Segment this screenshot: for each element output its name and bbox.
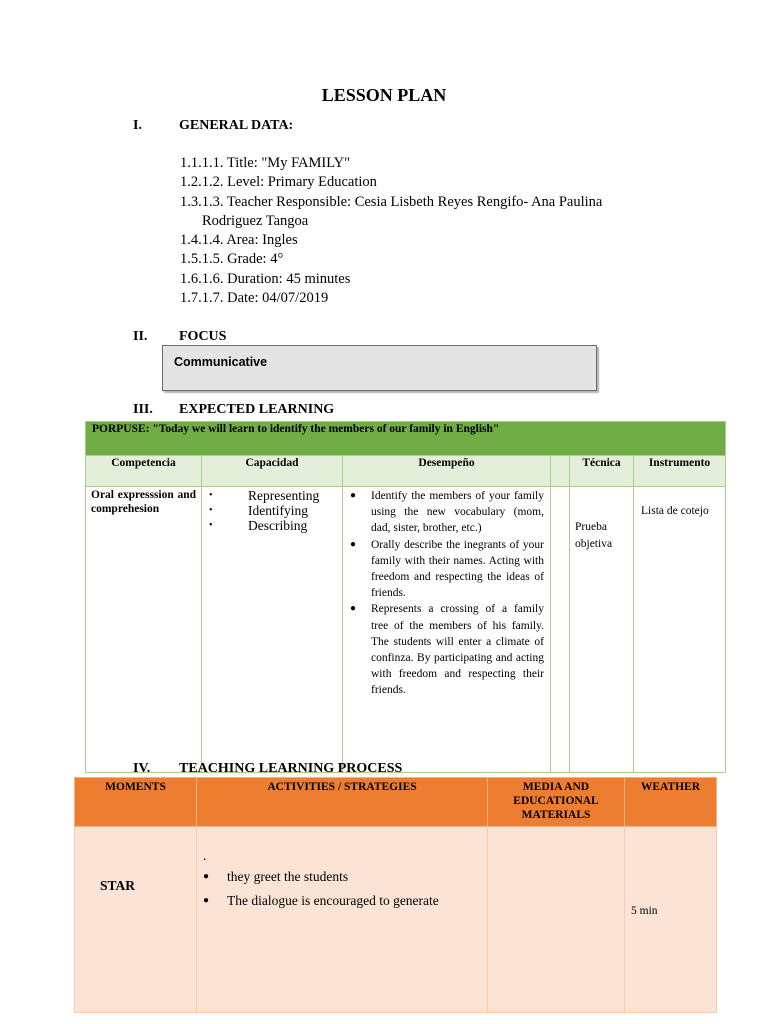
general-data-duration: 1.6.1.6. Duration: 45 minutes: [180, 270, 351, 287]
moment-cell: STAR: [75, 827, 197, 1013]
table-row: [75, 827, 717, 1013]
capacidad-item: Identifying: [248, 503, 308, 518]
activities-lead: .: [203, 848, 207, 863]
desempeno-item: Represents a crossing of a family tree of the members of his family. The students will enter a climate of confinza. By participating and acting with freedom and respecting their friends.: [371, 603, 544, 697]
section-title-general-data: GENERAL DATA:: [179, 118, 294, 133]
competencia-cell: Oral expresssion and comprehesion: [86, 487, 202, 773]
general-data-title: 1.1.1.1. Title: "My FAMILY": [180, 155, 351, 171]
desempeno-item: Identify the members of your family using the new vocabulary (mom, dad, sister, brother, etc.): [371, 490, 544, 535]
bullet-icon: •: [209, 520, 213, 531]
desempeno-cell: [343, 487, 551, 773]
list-item: [197, 865, 487, 889]
header-capacidad: Capacidad: [202, 456, 343, 487]
spacer-cell: [551, 487, 570, 773]
general-data-teacher-continued: Rodriguez Tangoa: [202, 212, 309, 229]
activities-cell: [197, 827, 488, 1013]
header-competencia: Competencia: [86, 456, 202, 487]
header-desempeno: Desempeño: [343, 456, 551, 487]
header-activities: ACTIVITIES / STRATEGIES: [197, 778, 488, 827]
activities-list: [197, 865, 487, 913]
header-weather: WEATHER: [625, 778, 717, 827]
bullet-icon: ●: [203, 895, 210, 906]
focus-box: [162, 345, 597, 391]
expected-learning-table: [85, 421, 726, 773]
list-item: [343, 537, 544, 602]
teaching-process-table: [74, 777, 717, 1013]
capacidad-item: Representing: [248, 488, 320, 503]
list-item: [343, 488, 544, 537]
desempeno-item: Orally describe the inegrants of your family with their names. Acting with freedom and respecting the ideas of friends.: [371, 538, 544, 600]
list-item: [202, 503, 342, 518]
header-materials: MEDIA AND EDUCATIONAL MATERIALS: [488, 778, 625, 827]
list-item: [197, 889, 487, 913]
bullet-icon: ●: [350, 538, 357, 550]
bullet-icon: •: [209, 505, 213, 516]
desempeno-list: [343, 487, 550, 699]
section-title-teaching-process: TEACHING LEARNING PROCESS: [179, 761, 403, 776]
header-moments: MOMENTS: [75, 778, 197, 827]
materials-cell: [488, 827, 625, 1013]
header-tecnica: Técnica: [570, 456, 634, 487]
tecnica-cell: Prueba objetiva: [570, 487, 634, 773]
general-data-date: 1.7.1.7. Date: 04/07/2019: [180, 290, 329, 307]
general-data-level: 1.2.1.2. Level: Primary Education: [180, 174, 377, 191]
section-number-general-data: I.: [133, 118, 142, 133]
document-title: LESSON PLAN: [321, 85, 447, 105]
section-number-teaching-process: IV.: [133, 761, 151, 776]
expected-learning-header-row: [86, 456, 726, 487]
list-item: [202, 488, 342, 503]
general-data-area: 1.4.1.4. Area: Ingles: [180, 232, 298, 249]
purpose-text: PORPUSE: "Today we will learn to identify the members of our family in English": [86, 422, 726, 456]
capacidad-cell: [202, 487, 343, 773]
list-item: [343, 601, 544, 698]
section-title-expected-learning: EXPECTED LEARNING: [179, 402, 335, 417]
header-spacer: [551, 456, 570, 487]
time-cell: 5 min: [625, 827, 717, 1013]
instrumento-cell: Lista de cotejo: [634, 487, 726, 773]
section-title-focus: FOCUS: [179, 329, 227, 344]
activity-item: they greet the students: [227, 869, 349, 884]
bullet-icon: •: [209, 490, 213, 501]
list-item: [202, 518, 342, 533]
section-number-focus: II.: [133, 329, 148, 344]
capacidad-list: [202, 487, 342, 533]
focus-text: Communicative: [174, 355, 268, 369]
header-instrumento: Instrumento: [634, 456, 726, 487]
bullet-icon: ●: [203, 871, 210, 882]
bullet-icon: ●: [350, 490, 357, 501]
general-data-grade: 1.5.1.5. Grade: 4°: [180, 251, 284, 268]
capacidad-item: Describing: [248, 518, 308, 533]
section-number-expected-learning: III.: [133, 402, 153, 417]
expected-learning-body-row: [86, 487, 726, 773]
purpose-row: [86, 422, 726, 456]
general-data-list: [180, 154, 602, 308]
teaching-process-header-row: [75, 778, 717, 827]
general-data-teacher: 1.3.1.3. Teacher Responsible: Cesia Lisbeth Reyes Rengifo- Ana Paulina: [180, 193, 603, 210]
bullet-icon: ●: [350, 603, 357, 615]
activity-item: The dialogue is encouraged to generate: [227, 893, 439, 908]
